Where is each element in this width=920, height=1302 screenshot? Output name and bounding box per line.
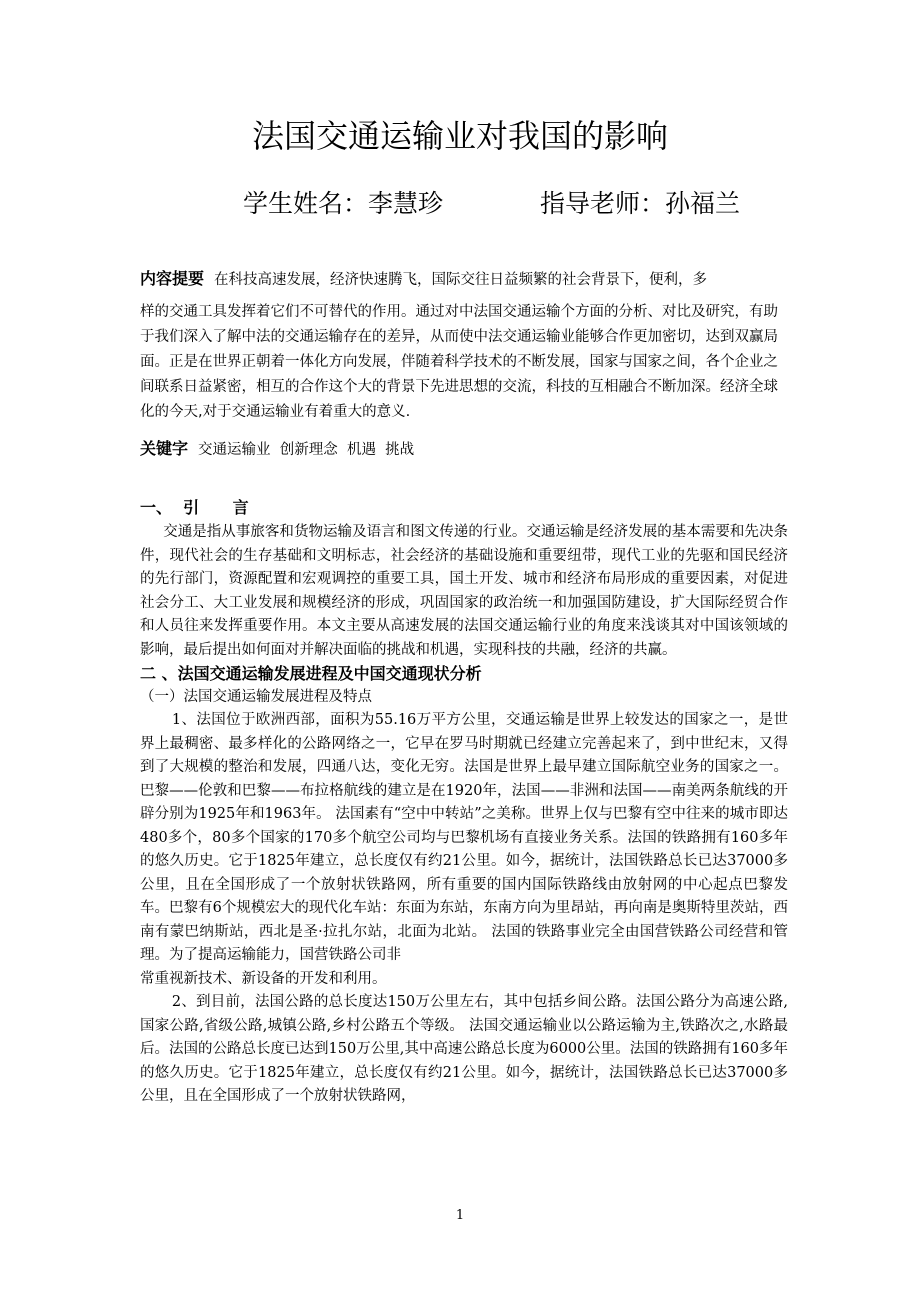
page-title: 法国交通运输业对我国的影响 bbox=[251, 117, 668, 155]
abstract-first-text: 在科技高速发展，经济快速腾飞，国际交往日益频繁的社会背景下，便利，多 bbox=[214, 272, 708, 288]
advisor-name: 指导老师：孙福兰 bbox=[540, 189, 741, 218]
paragraph-1-tail: 常重视新技术、新设备的开发和利用。 bbox=[140, 970, 387, 987]
keywords-label: 关键字 bbox=[140, 439, 189, 458]
page-number: 1 bbox=[455, 1208, 465, 1223]
abstract-block bbox=[140, 265, 780, 425]
abstract-text: 样的交通工具发挥着它们不可替代的作用。通过对中法国交通运输个方面的分析、对比及研究，有助于我们深入了解中法的交通运输存在的差异，从而使中法交通运输业能够合作更加密切，达到双赢局面。正是在世界正朝着一体化方向发展，伴随着科学技术的不断发展，国家与国家之间，各个企业之间联系日益紧密，相互的合作这个大的背景下先进思想的交流，科技的互相融合不断加深。经济全球化的今天,对于交通运输业有着重大的意义. bbox=[140, 304, 778, 420]
intro-paragraph: 交通是指从事旅客和货物运输及语言和图文传递的行业。交通运输是经济发展的基本需要和先决条件，现代社会的生存基础和文明标志，社会经济的基础设施和重要纽带，现代工业的先驱和国民经济的先行部门，资源配置和宏观调控的重要工具，国土开发、城市和经济布局形成的重要因素，对促进社会分工、大工业发展和规模经济的形成，巩固国家的政治统一和加强国防建设，扩大国际经贸合作和人员往来发挥重要作用。本文主要从高速发展的法国交通运输行业的角度来浅谈其对中国该领域的影响，最后提出如何面对并解决面临的挑战和机遇，实现科技的共融，经济的共赢。 bbox=[140, 524, 788, 658]
paragraph-1: 1、法国位于欧洲西部，面积为55.16万平方公里，交通运输是世界上较发达的国家之一，是世界上最稠密、最多样化的公路网络之一，它早在罗马时期就已经建立完善起来了，到中世纪末，又得到了大规模的整治和发展，四通八达，变化无穷。法国是世界上最早建立国际航空业务的国家之一。巴黎——伦敦和巴黎——布拉格航线的建立是在1920年，法国——非洲和法国——南美两条航线的开辟分别为1925年和1963年。 法国素有“空中中转站”之美称。世界上仅与巴黎有空中往来的城市即达480多个，80多个国家的170多个航空公司均与巴黎机场有直接业务关系。法国的铁路拥有160多年的悠久历史。它于1825年建立，总长度仅有约21公里。如今，据统计，法国铁路总长已达37000多公里，且在全国形成了一个放射状铁路网，所有重要的国内国际铁路线由放射网的中心起点巴黎发车。巴黎有6个规模宏大的现代化车站：东面为东站，东南方向为里昂站，再向南是奥斯特里茨站，西南有蒙巴纳斯站，西北是圣·拉扎尔站，北面为北站。 法国的铁路事业完全由国营铁路公司经营和管理。为了提高运输能力，国营铁路公司非 bbox=[140, 712, 788, 963]
body-content bbox=[140, 495, 788, 1109]
section-heading-intro: 一、 引 言 bbox=[140, 498, 249, 517]
subsection-heading: （一）法国交通运输发展进程及特点 bbox=[140, 689, 372, 705]
section-heading-2: 二 、法国交通运输发展进程及中国交通现状分析 bbox=[140, 664, 482, 683]
abstract-first-line bbox=[140, 265, 780, 294]
paragraph-2: 2、到目前，法国公路的总长度达150万公里左右，其中包括乡间公路。法国公路分为高速公路,国家公路,省级公路,城镇公路,乡村公路五个等级。 法国交通运输业以公路运输为主,铁路次之,水路最后。法国的公路总长度已达到150万公里,其中高速公路总长度为6000公里。法国的铁路拥有160多年的悠久历史。它于1825年建立，总长度仅有约21公里。如今，据统计，法国铁路总长已达37000多公里，且在全国形成了一个放射状铁路网， bbox=[140, 994, 788, 1104]
student-name: 学生姓名：李慧珍 bbox=[243, 189, 444, 218]
abstract-label: 内容提要 bbox=[140, 269, 205, 288]
keywords-line bbox=[140, 436, 414, 463]
keywords-text: 交通运输业 创新理念 机遇 挑战 bbox=[198, 442, 415, 458]
